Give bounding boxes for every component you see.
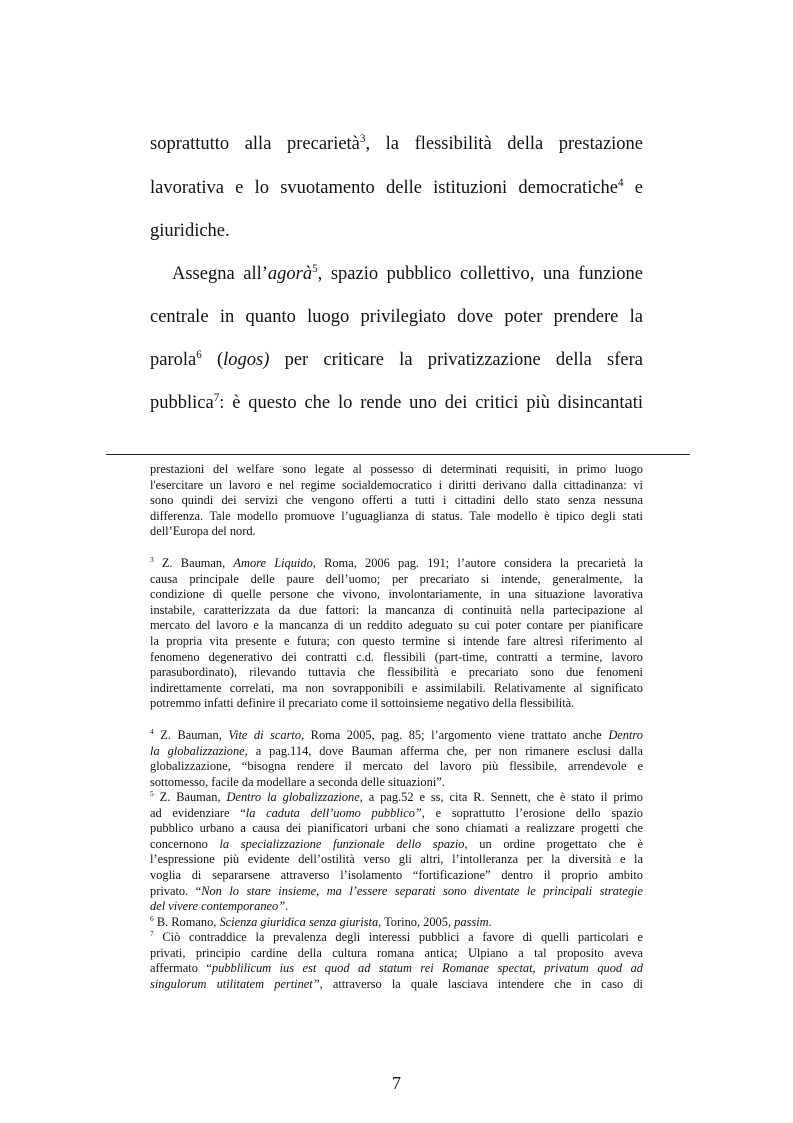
footnote-number: 5 — [150, 788, 154, 798]
footnote-ref-4[interactable]: 4 — [618, 176, 624, 189]
footnote-ref-7[interactable]: 7 — [213, 391, 220, 404]
body-line-4: Assegna all’agorà$^5$, spazio pubblico collettivo, una funzione — [172, 262, 643, 284]
footnote-number: 3 — [150, 554, 154, 564]
footnote-separator — [106, 454, 690, 455]
body-line-2: lavorativa e lo svuotamento delle istituzioni democratiche$^4$ e — [150, 176, 643, 198]
footnote-number: 6 — [150, 913, 154, 923]
body-line-1: soprattutto alla precarietà$^3$, la flessibilità della prestazione — [150, 132, 643, 154]
footnote-6: $^6$ B. Romano, Scienza giuridica senza giurista, Torino, 2005, passim. — [150, 913, 492, 929]
footnote-number: 4 — [150, 726, 154, 736]
footnote-ref-3[interactable]: 3 — [359, 132, 366, 145]
body-line-6: parola$^6$ (logos) per criticare la privatizzazione della sfera — [150, 348, 643, 370]
body-line-3: giuridiche. — [150, 221, 230, 241]
footnote-ref-5[interactable]: 5 — [312, 262, 318, 275]
body-line-5: centrale in quanto luogo privilegiato dove poter prendere la — [150, 307, 643, 327]
page-number: 7 — [392, 1073, 401, 1093]
footnote-5: $^5$ Z. Bauman, Dentro la globalizzazione, a pag.52 e ss, cita R. Sennett, che è stato il primo ad evidenziare “la caduta dell’uomo pubblico”, e soprattutto l’erosione dello spazio pubblico urbano a causa dei pianificatori urbani che sono chiamati a realizzare progetti che concernono la specializzazione funzionale dello spazio, un ordine progettato che è l’espressione più evidente dell’ostilità verso gli altri, l’intolleranza per la diversità e la voglia di separarsene attraverso l’isolamento “fortificazione” dentro il proprio ambito privato. “Non lo stare insieme, ma l’essere separati sono diventate le principali strategie del vivere contemporaneo”. — [150, 788, 643, 914]
footnote-7: $^7$ Ciò contraddice la prevalenza degli interessi pubblici a favore di quelli particolari e privati, principio cardine della cultura romana antica; Ulpiano a tal proposito aveva affermato “pubblilicum ius est quod ad statum rei Romanae spectat, privatum quod ad singulorum utilitatem pertinet”, attraverso la quale lasciava intendere che in caso di — [150, 928, 643, 991]
footnote-4: $^4$ Z. Bauman, Vite di scarto, Roma 2005, pag. 85; l’argomento viene trattato anche Dentro la globalizzazione, a pag.114, dove Bauman afferma che, per non rimanere esclusi dalla globalizzazione, “bisogna rendere il mercato del lavoro più flessibile, arrendevole e sottomesso, facile da modellare a seconda delle situazioni”. — [150, 726, 644, 789]
body-line-7: pubblica$^7$: è questo che lo rende uno dei critici più disincantati — [150, 391, 643, 413]
footnote-3: $^3$ Z. Bauman, Amore Liquido, Roma, 2006 pag. 191; l’autore considera la precarietà la causa principale delle paure dell’uomo; per precariato si intende, generalmente, la condizione di quelle persone che vivono, involontariamente, in una situazione lavorativa instabile, caratterizzata da due fattori: la mancanza di continuità nella partecipazione al mercato del lavoro e la mancanza di un reddito adeguato su cui poter contare per pianificare la propria vita presente e futura; con questo termine si intende fare altresì riferimento al fenomeno degenerativo dei contratti c.d. flessibili (part-time, contratti a termine, lavoro parasubordinato), rilevando tuttavia che flessibilità e precariato sono due fenomeni indirettamente correlati, ma non sovrapponibili e assimilabili. Relativamente al significato potremmo infatti definire il precariato come il sottoinsieme negativo della flessibilità. — [150, 554, 644, 711]
footnote-number: 7 — [150, 928, 154, 938]
footnote-continuation: prestazioni del welfare sono legate al possesso di determinati requisiti, in primo luogo l'esercitare un lavoro e nel regime socialdemocratico i diritti derivano dalla cittadinanza: vi sono quindi dei servizi che vengono offerti a tutti i cittadini dello stato senza nessuna differenza. Tale modello promuove l’uguaglianza di status. Tale modello è tipico degli stati dell’Europa del nord. — [150, 462, 643, 539]
footnote-ref-6[interactable]: 6 — [196, 348, 202, 361]
